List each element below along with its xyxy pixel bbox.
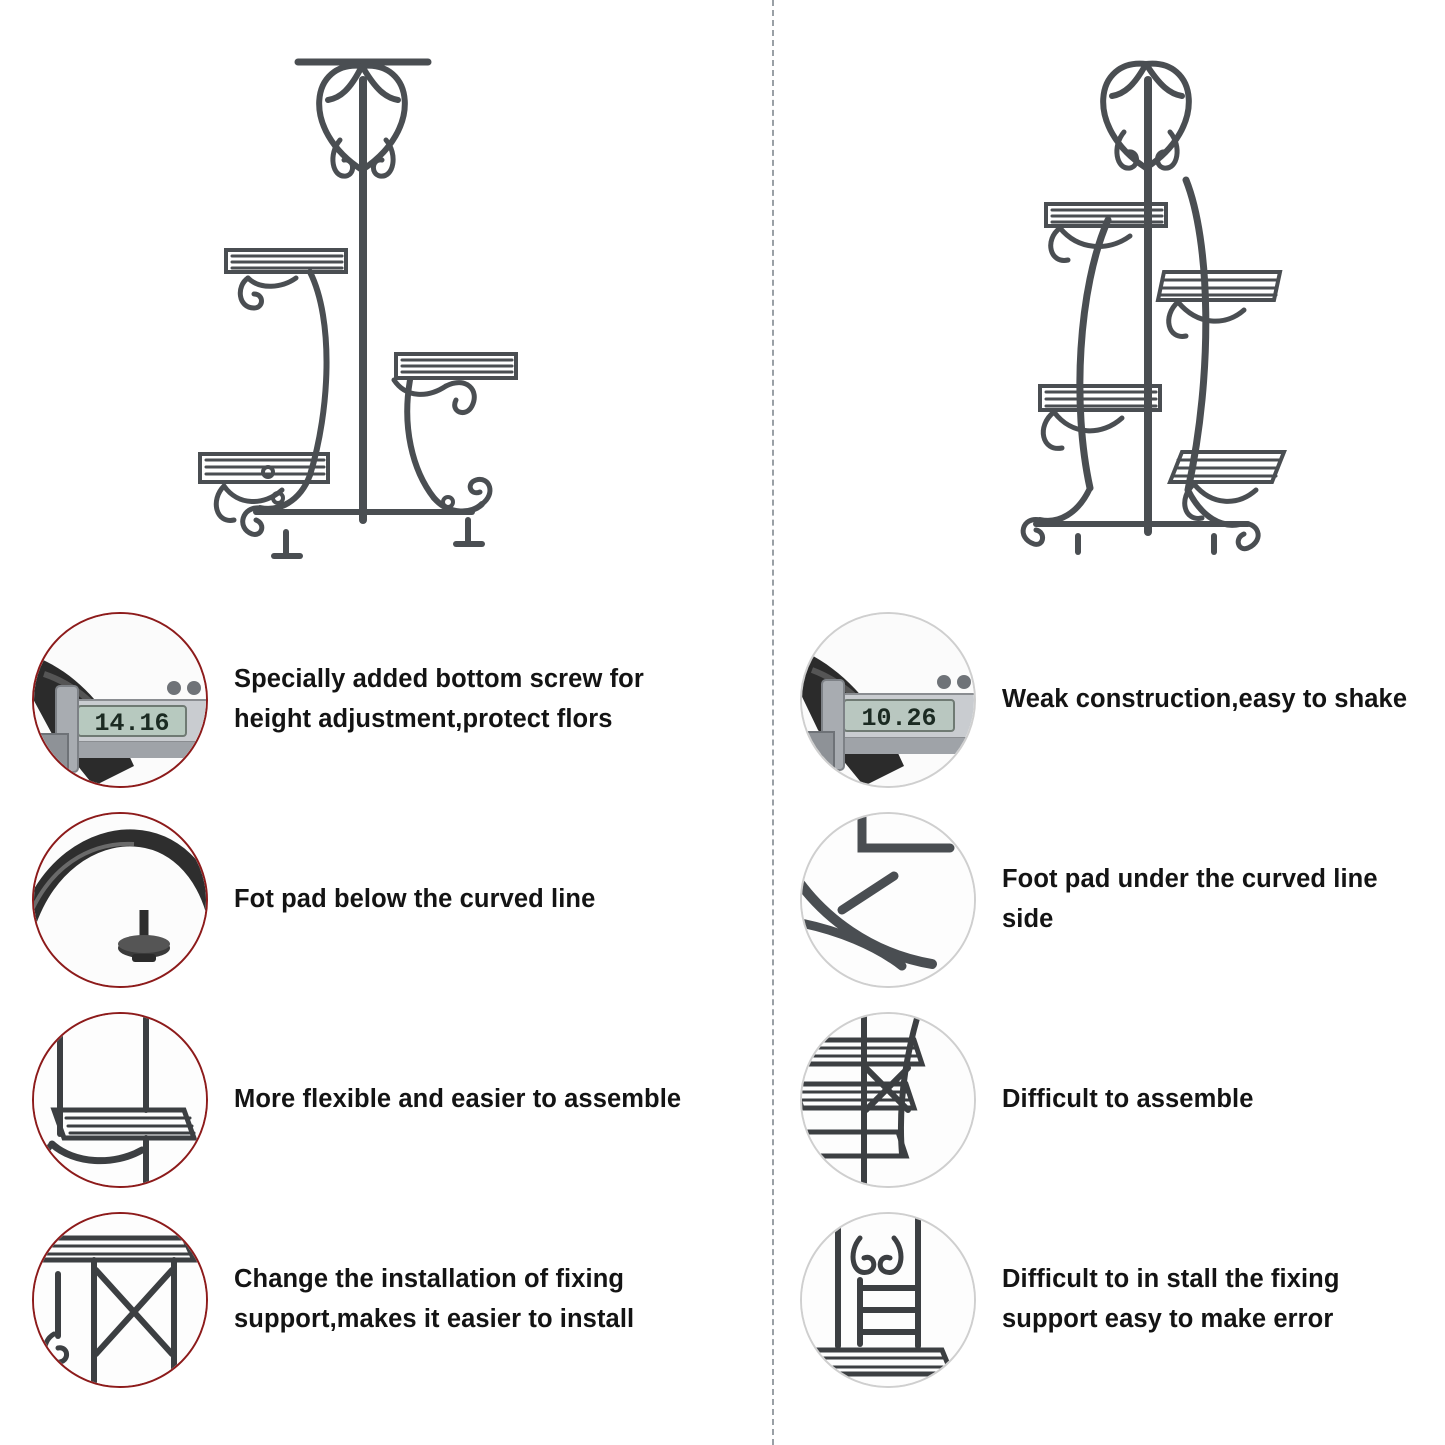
vertical-divider: [772, 0, 774, 1445]
shelf-joint-icon: [800, 1012, 976, 1188]
left-feature-list: [10, 600, 730, 1400]
left-feature-3: [10, 1000, 730, 1200]
scroll-support-icon: [800, 1212, 976, 1388]
left-product-image: [10, 20, 730, 580]
left-column: [10, 0, 730, 1445]
caliper-reading: 14.16: [94, 709, 170, 738]
right-product-image: [778, 20, 1445, 580]
caliper-icon: [32, 612, 208, 788]
left-feature-4: [10, 1200, 730, 1400]
fixing-support-icon: [32, 1212, 208, 1388]
right-feature-2: [778, 800, 1445, 1000]
curved-tube-icon: [800, 812, 976, 988]
left-feature-2: [10, 800, 730, 1000]
right-column: [778, 0, 1445, 1445]
right-feature-1: [778, 600, 1445, 800]
left-feature-4-text: Change the installation of fixing support,makes it easier to install: [234, 1265, 635, 1333]
left-feature-1: [10, 600, 730, 800]
right-feature-4-text: Difficult to in stall the fixing support easy to make error: [1002, 1265, 1340, 1333]
shelf-frame-icon: [32, 1012, 208, 1188]
right-feature-2-text: Foot pad under the curved line side: [1002, 865, 1378, 933]
right-feature-1-text: Weak construction,easy to shake: [1002, 685, 1408, 714]
left-feature-1-text: Specially added bottom screw for height adjustment,protect flors: [234, 665, 644, 733]
right-feature-3-text: Difficult to assemble: [1002, 1085, 1254, 1114]
caliper-reading: 10.26: [861, 704, 937, 733]
left-feature-2-text: Fot pad below the curved line: [234, 885, 596, 914]
right-feature-list: [778, 600, 1445, 1400]
right-feature-4: [778, 1200, 1445, 1400]
caliper-icon: [800, 612, 976, 788]
right-feature-3: [778, 1000, 1445, 1200]
left-feature-3-text: More flexible and easier to assemble: [234, 1085, 682, 1114]
foot-pad-icon: [32, 812, 208, 988]
